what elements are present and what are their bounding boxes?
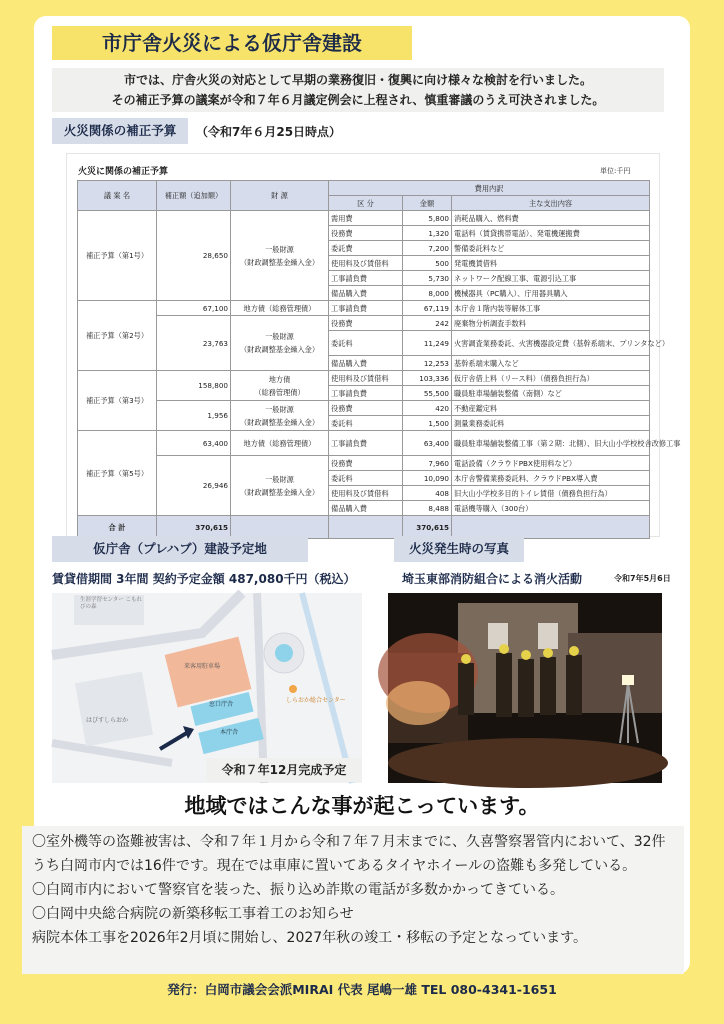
row-details: 本庁舎警備業務委託料、クラウドPBX導入費	[452, 471, 650, 486]
row-details: 電話設備（クラウドPBX使用料など）	[452, 456, 650, 471]
row-details: 不動産鑑定料	[452, 401, 650, 416]
site-map	[52, 593, 362, 783]
row-value: 103,336	[403, 371, 452, 386]
row-details: 仮庁舎借上料（リース料）（債務負担行為）	[452, 371, 650, 386]
budget-source: 一般財源 （財政調整基金繰入金）	[231, 401, 329, 431]
header-amount: 補正額（追加額）	[157, 181, 231, 211]
budget-amount: 1,956	[157, 401, 231, 431]
table-unit: 単位:千円	[600, 167, 631, 175]
intro-line-2: その補正予算の議案が令和７年６月議定例会に上程され、慎重審議のうえ可決されました。	[111, 93, 605, 107]
notice-item: 〇室外機等の盗難被害は、令和７年１月から令和７年７月末までに、久喜警察署管内において、32件うち白岡市内では16件です。現在では車庫に置いてあるタイヤホイールの盗難も多発している。	[32, 834, 666, 874]
row-category: 工事請負費	[329, 431, 403, 456]
budget-amount: 63,400	[157, 431, 231, 456]
row-category: 委託料	[329, 331, 403, 356]
row-category: 委託料	[329, 471, 403, 486]
row-details: 火害調査業務委託、火害機器設定費（基幹系端末、プリンタなど）	[452, 331, 650, 356]
row-value: 55,500	[403, 386, 452, 401]
budget-name: 補正予算（第1号）	[78, 211, 157, 301]
row-value: 10,090	[403, 471, 452, 486]
footer-publisher: 発行：白岡市議会会派MIRAI 代表 尾嶋一雄 TEL 080-4341-1651	[167, 982, 557, 997]
table-row	[78, 316, 650, 331]
table-row	[78, 211, 650, 226]
table-row	[78, 431, 650, 456]
row-details: 基幹系端末購入など	[452, 356, 650, 371]
row-details: 測量業務委託料	[452, 416, 650, 431]
budget-source: 一般財源 （財政調整基金繰入金）	[231, 456, 329, 516]
row-details: 職員駐車場舗装整備工事（第２期：北側）、旧大山小学校校舎改修工事	[452, 431, 650, 456]
fire-scene-drawing	[388, 593, 662, 783]
budget-name: 補正予算（第3号）	[78, 371, 157, 431]
budget-name: 補正予算（第5号）	[78, 431, 157, 516]
total-amount: 370,615	[157, 516, 231, 539]
row-category: 工事請負費	[329, 271, 403, 286]
table-row	[78, 456, 650, 471]
notice-box	[22, 826, 684, 974]
row-details: 消耗品購入、燃料費	[452, 211, 650, 226]
row-category: 役務費	[329, 401, 403, 416]
row-value: 12,253	[403, 356, 452, 371]
header-name: 議 案 名	[78, 181, 157, 211]
header-details: 主な支出内容	[452, 196, 650, 211]
completion-note: 令和７年12月完成予定	[206, 758, 362, 782]
map-label-window-building: 窓口庁舎	[209, 701, 234, 708]
row-details: 本庁舎１階内装等解体工事	[452, 301, 650, 316]
map-drawing	[52, 593, 362, 783]
total-label: 合 計	[78, 516, 157, 539]
fire-photo	[388, 593, 662, 783]
row-value: 67,119	[403, 301, 452, 316]
budget-amount: 158,800	[157, 371, 231, 401]
row-value: 8,488	[403, 501, 452, 516]
intro-text	[52, 68, 664, 112]
row-category: 使用料及び賃借料	[329, 371, 403, 386]
header-breakdown: 費用内訳	[329, 181, 650, 196]
row-value: 408	[403, 486, 452, 501]
row-category: 委託料	[329, 416, 403, 431]
row-details: 電話機等購入（300台）	[452, 501, 650, 516]
budget-source: 地方債（総務管理債）	[231, 301, 329, 316]
budget-section-tag: 火災関係の補正予算	[52, 118, 188, 144]
row-value: 1,500	[403, 416, 452, 431]
row-value: 242	[403, 316, 452, 331]
row-details: ネットワーク配線工事、電源引込工事	[452, 271, 650, 286]
page-title: 市庁舎火災による仮庁舎建設	[52, 26, 412, 60]
row-category: 使用料及び賃借料	[329, 256, 403, 271]
row-details: 旧大山小学校多目的トイレ賃借（債務負担行為）	[452, 486, 650, 501]
lease-info: 賃貸借期間 3年間 契約予定金額 487,080千円（税込）	[52, 572, 356, 586]
table-row	[78, 401, 650, 416]
row-value: 500	[403, 256, 452, 271]
map-label-hall: はぴすしらおか	[86, 717, 129, 724]
row-category: 備品購入費	[329, 356, 403, 371]
budget-source: 一般財源 （財政調整基金繰入金）	[231, 211, 329, 301]
row-value: 11,249	[403, 331, 452, 356]
budget-source: 地方債（総務管理債）	[231, 431, 329, 456]
table-row	[78, 371, 650, 386]
budget-table	[77, 180, 681, 539]
row-value: 5,800	[403, 211, 452, 226]
budget-source: 地方債 （総務管理債）	[231, 371, 329, 401]
notice-item: 〇白岡市内において警察官を装った、振り込め詐欺の電話が多数かかってきている。	[32, 882, 564, 898]
row-category: 備品購入費	[329, 286, 403, 301]
row-category: 役務費	[329, 456, 403, 471]
headline: 地域ではこんな事が起こっています。	[184, 794, 540, 818]
header-source: 財 源	[231, 181, 329, 211]
map-label-facility: 生涯学習センター こもれびの森	[80, 597, 143, 610]
table-caption: 火災に関係の補正予算	[78, 167, 169, 177]
row-value: 8,000	[403, 286, 452, 301]
row-details: 電話料（賃貸携帯電話）、発電機運搬費	[452, 226, 650, 241]
row-value: 63,400	[403, 431, 452, 456]
row-value: 7,200	[403, 241, 452, 256]
row-value: 7,960	[403, 456, 452, 471]
row-details: 職員駐車場舗装整備（南側）など	[452, 386, 650, 401]
fire-photo-date: 令和7年5月6日	[614, 574, 671, 583]
row-details: 発電機賃借料	[452, 256, 650, 271]
row-value: 5,730	[403, 271, 452, 286]
row-value: 420	[403, 401, 452, 416]
fire-photo-tag: 火災発生時の写真	[394, 536, 524, 562]
notice-item: 〇白岡中央総合病院の新築移転工事着工のお知らせ	[32, 906, 354, 922]
budget-source: 一般財源 （財政調整基金繰入金）	[231, 316, 329, 371]
budget-amount: 28,650	[157, 211, 231, 301]
map-label-center: しらおか総合センター	[286, 697, 346, 704]
construction-tag: 仮庁舎（プレハブ）建設予定地	[52, 536, 308, 562]
header-value: 金額	[403, 196, 452, 211]
map-label-parking: 来客用駐車場	[184, 663, 221, 670]
row-category: 役務費	[329, 316, 403, 331]
row-category: 使用料及び賃借料	[329, 486, 403, 501]
row-category: 工事請負費	[329, 386, 403, 401]
row-details: 警備委託料など	[452, 241, 650, 256]
row-category: 需用費	[329, 211, 403, 226]
header-category: 区 分	[329, 196, 403, 211]
budget-amount: 23,763	[157, 316, 231, 371]
row-category: 工事請負費	[329, 301, 403, 316]
row-value: 1,320	[403, 226, 452, 241]
row-category: 役務費	[329, 226, 403, 241]
row-category: 委託費	[329, 241, 403, 256]
table-row	[78, 301, 650, 316]
row-category: 備品購入費	[329, 501, 403, 516]
intro-line-1: 市では、庁舎火災の対応として早期の業務復旧・復興に向け様々な検討を行いました。	[123, 73, 592, 87]
row-details: 廃棄物分析調査手数料	[452, 316, 650, 331]
budget-name: 補正予算（第2号）	[78, 301, 157, 371]
row-details: 機械器具（PC購入）、庁用器具購入	[452, 286, 650, 301]
map-label-main-building: 本庁舎	[220, 729, 239, 736]
notice-item: 病院本体工事を2026年2月頃に開始し、2027年秋の竣工・移転の予定となっています。	[32, 930, 588, 946]
total-value: 370,615	[403, 516, 452, 539]
budget-date-note: （令和7年６月25日時点）	[196, 125, 342, 139]
budget-amount: 26,946	[157, 456, 231, 516]
budget-amount: 67,100	[157, 301, 231, 316]
fire-photo-caption: 埼玉東部消防組合による消火活動	[402, 572, 583, 586]
